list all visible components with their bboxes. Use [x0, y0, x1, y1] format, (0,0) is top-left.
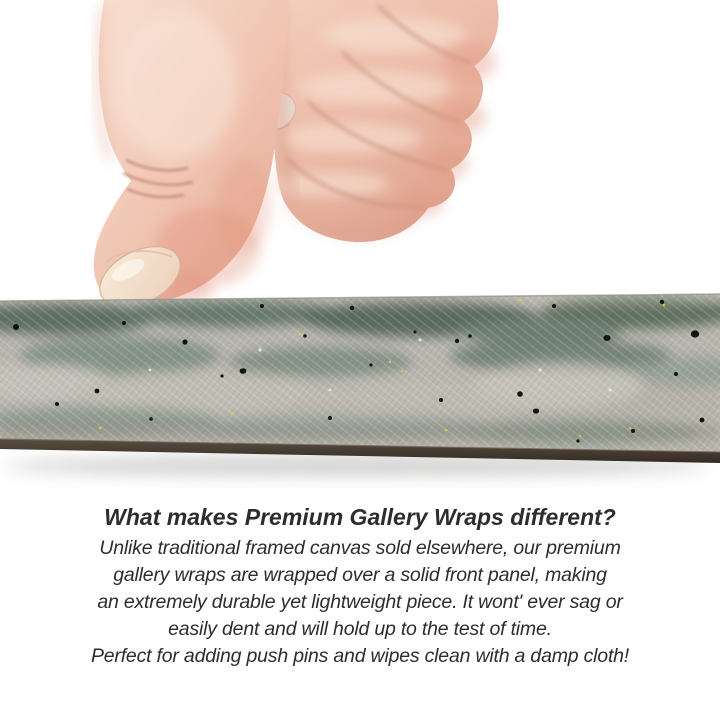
headline: What makes Premium Gallery Wraps different?: [104, 504, 616, 530]
body-line: gallery wraps are wrapped over a solid front panel, making: [113, 564, 607, 586]
body-line: an extremely durable yet lightweight piece. It wont' ever sag or: [97, 591, 623, 613]
canvas-strip-photo: [0, 290, 720, 476]
thenar-highlight: [113, 10, 237, 160]
hand-photo: [90, 0, 499, 320]
body-line: Unlike traditional framed canvas sold elsewhere, our premium: [99, 537, 621, 559]
description-text: [0, 502, 720, 670]
body-line: easily dent and will hold up to the test of time.: [168, 618, 552, 640]
body-line: Perfect for adding push pins and wipes clean with a damp cloth!: [90, 645, 630, 667]
strip-texture: [0, 290, 720, 460]
